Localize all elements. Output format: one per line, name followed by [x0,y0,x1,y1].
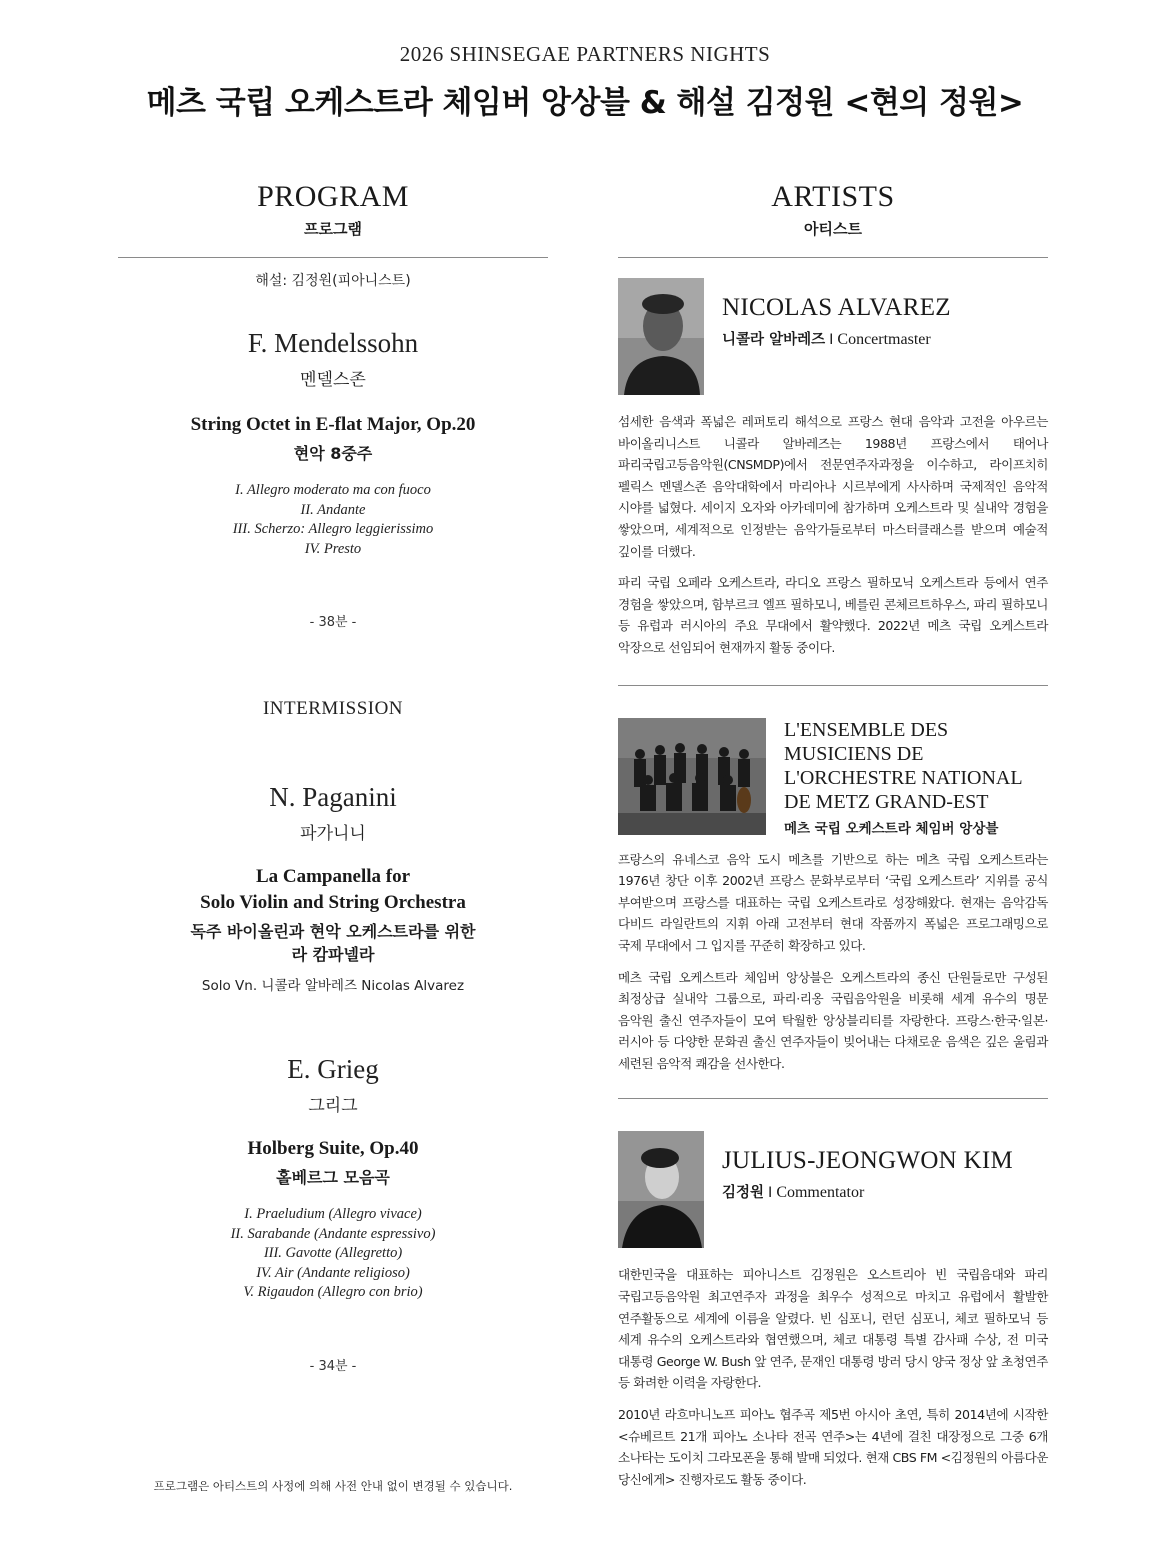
program-column [118,180,548,1374]
ensemble-name-line: DE METZ GRAND-EST [784,790,989,813]
page-header [0,42,1170,122]
artist-julius-jeongwon-kim [618,1131,1048,1490]
artists-column [618,180,1048,1490]
artist-name-ko: 니콜라 알바레즈 [722,332,826,348]
artist-role [722,1181,1013,1202]
artist-ensemble [618,718,1048,1075]
piece-mendelssohn [118,328,548,630]
movement: V. Rigaudon (Allegro con brio) [243,1284,423,1300]
artist-photo [618,278,704,395]
movement: IV. Presto [304,540,362,557]
ensemble-photo [618,718,766,835]
portrait-image [618,278,704,395]
program-heading: PROGRAM [257,180,409,213]
artists-divider [618,257,1048,258]
artist-role-title: Concertmaster [837,331,931,348]
bio-paragraph: 파리 국립 오페라 오케스트라, 라디오 프랑스 필하모닉 오케스트라 등에서 연주 경험을 쌓았으며, 함부르크 엘프 필하모니, 베를린 콘체르트하우스, 파리 필하모니 등 유럽과 러시아의 주요 무대에서 활약했다. 2022년 메츠 국립 오케스트라 악장으로 선임되어 현재까지 활동 중이다. [618,575,1048,655]
ensemble-name-line: MUSICIENS DE [784,742,924,765]
work-title-ko-line-1: 독주 바이올린과 현악 오케스트라를 위한 [190,922,476,941]
movement: II. Sarabande (Andante espressivo) [230,1225,436,1242]
bio-paragraph: 대한민국을 대표하는 피아니스트 김정원은 오스트리아 빈 국립음대와 파리 국립고등음악원 최고연주자 과정을 최우수 성적으로 마치고 유럽에서 활발한 연주활동으로 세계에 이름을 알렸다. 빈 심포니, 런던 심포니, 체코 필하모닉 등 세계 유수의 오케스트라와 협연했으며, 체코 대통령 특별 감사패 수상, 전 미국 대통령 George W. Bush 앞 연주, 문재인 대통령 방러 당시 양국 정상 앞 초청연주 등 화려한 이력을 자랑한다. [618,1267,1048,1391]
composer-name: F. Mendelssohn [247,328,419,358]
commentary-credit: 해설: 김정원(피아니스트) [255,273,411,289]
ensemble-name-line: L'ORCHESTRE NATIONAL [784,766,1023,789]
work-title-ko-line-2: 라 캄파넬라 [291,945,375,964]
movement: I. Praeludium (Allegro vivace) [244,1206,422,1222]
movement: III. Gavotte (Allegretto) [263,1245,403,1261]
composer-name-ko: 멘델스존 [300,370,366,390]
program-divider [118,257,548,258]
ensemble-bio [618,849,1048,1075]
piece-paganini [118,782,548,994]
artist-bio [618,411,1048,659]
program-heading-ko: 프로그램 [304,220,362,238]
duration: - 34분 - [309,1358,357,1374]
artist-name-ko: 김정원 [722,1185,765,1202]
artist-name: JULIUS-JEONGWON KIM [722,1147,1014,1175]
bio-paragraph: 프랑스의 유네스코 음악 도시 메츠를 기반으로 하는 메츠 국립 오케스트라는 1976년 창단 이후 2002년 프랑스 문화부로부터 ‘국립 오케스트라’ 지위를 공식 부여받으며 프랑스를 대표하는 국립 오케스트라로 성장해왔다. 현재는 음악감독 다비드 라일란트의 지휘 아래 고전부터 현대 작품까지 폭넓은 프로그래밍으로 국제 무대에서 그 입지를 꾸준히 확장하고 있다. [618,851,1048,953]
artist-divider [618,1098,1048,1099]
work-title-line-2: Solo Violin and String Orchestra [200,892,466,913]
ensemble-image [618,718,766,835]
movement-list [118,481,548,559]
work-title: String Octet in E-flat Major, Op.20 [190,414,476,435]
movement-list [118,1205,548,1303]
artist-divider [618,685,1048,686]
artist-photo [618,1131,704,1248]
movement: I. Allegro moderato ma con fuoco [235,482,431,498]
artist-nicolas-alvarez [618,278,1048,659]
composer-name: E. Grieg [287,1054,379,1084]
bio-paragraph: 메츠 국립 오케스트라 체임버 앙상블은 오케스트라의 종신 단원들로만 구성된 최정상급 실내악 그룹으로, 파리·리옹 국립음악원을 비롯해 세계 유수의 명문 음악원 출신 연주자들이 모여 탁월한 앙상블리티를 자랑한다. 프랑스·한국·일본·러시아 등 다양한 문화권 출신 연주자들이 빚어내는 다채로운 음색은 깊은 울림과 세련된 음악적 쾌감을 선사한다. [618,969,1048,1071]
artists-heading-ko: 아티스트 [804,220,862,238]
piece-grieg [118,1054,548,1374]
bio-paragraph: 섬세한 음색과 폭넓은 레퍼토리 해석으로 프랑스 현대 음악과 고전을 아우르는 바이올리니스트 니콜라 알바레즈는 1988년 프랑스에서 태어나 파리국립고등음악원(CNSMDP)에서 전문연주자과정을 이수하고, 라이프치히 펠릭스 멘델스존 음악대학에서 마리아나 시르부에게 사사하며 국제적인 음악적 시야를 넓혔다. 세이지 오자와 아카데미에 참가하며 오케스트라 및 실내악 경험을 쌓았으며, 세계적으로 인정받는 음악가들로부터 마스터클래스를 받으며 예술적 깊이를 더했다. [618,414,1048,559]
event-name: 2026 SHINSEGAE PARTNERS NIGHTS [399,42,771,66]
ensemble-name-ko: 메츠 국립 오케스트라 체임버 앙상블 [784,820,999,837]
composer-name-ko: 파가니니 [300,824,366,844]
duration: - 38분 - [309,615,357,630]
work-title-line-1: La Campanella for [255,866,411,887]
composer-name: N. Paganini [269,782,397,812]
movement: II. Andante [300,501,366,518]
role-separator: I [768,1185,773,1202]
work-title-ko: 현악 8중주 [293,444,373,463]
ensemble-name-line: L'ENSEMBLE DES [784,718,949,741]
program-change-notice: 프로그램은 아티스트의 사정에 의해 사전 안내 없이 변경될 수 있습니다. [153,1479,513,1493]
artist-bio [618,1264,1048,1490]
artists-heading: ARTISTS [771,180,895,213]
work-title-ko: 홀베르그 모음곡 [276,1168,390,1187]
bio-paragraph: 2010년 라흐마니노프 피아노 협주곡 제5번 아시아 초연, 특히 2014년에 시작한 <슈베르트 21개 피아노 소나타 전곡 연주>는 4년에 걸친 대장정으로 그중 6개 소나타는 도이치 그라모폰을 통해 발매 되었다. 현재 CBS FM <김정원의 아름다운 당신에게> 진행자로도 활동 중이다. [618,1407,1049,1487]
artist-name: NICOLAS ALVAREZ [722,294,951,321]
concert-title: 메츠 국립 오케스트라 체임버 앙상블 & 해설 김정원 <현의 정원> [146,85,1024,121]
soloist-credit: Solo Vn. 니콜라 알바레즈 Nicolas Alvarez [201,978,465,994]
artist-role [722,328,951,349]
role-separator: I [829,332,834,348]
intermission-label: INTERMISSION [262,698,404,719]
movement: III. Scherzo: Allegro leggierissimo [232,521,434,537]
composer-name-ko: 그리그 [308,1096,358,1116]
work-title: Holberg Suite, Op.40 [247,1138,419,1159]
portrait-image [618,1131,704,1248]
artist-role-title: Commentator [776,1184,865,1202]
movement: IV. Air (Andante religioso) [256,1264,410,1281]
